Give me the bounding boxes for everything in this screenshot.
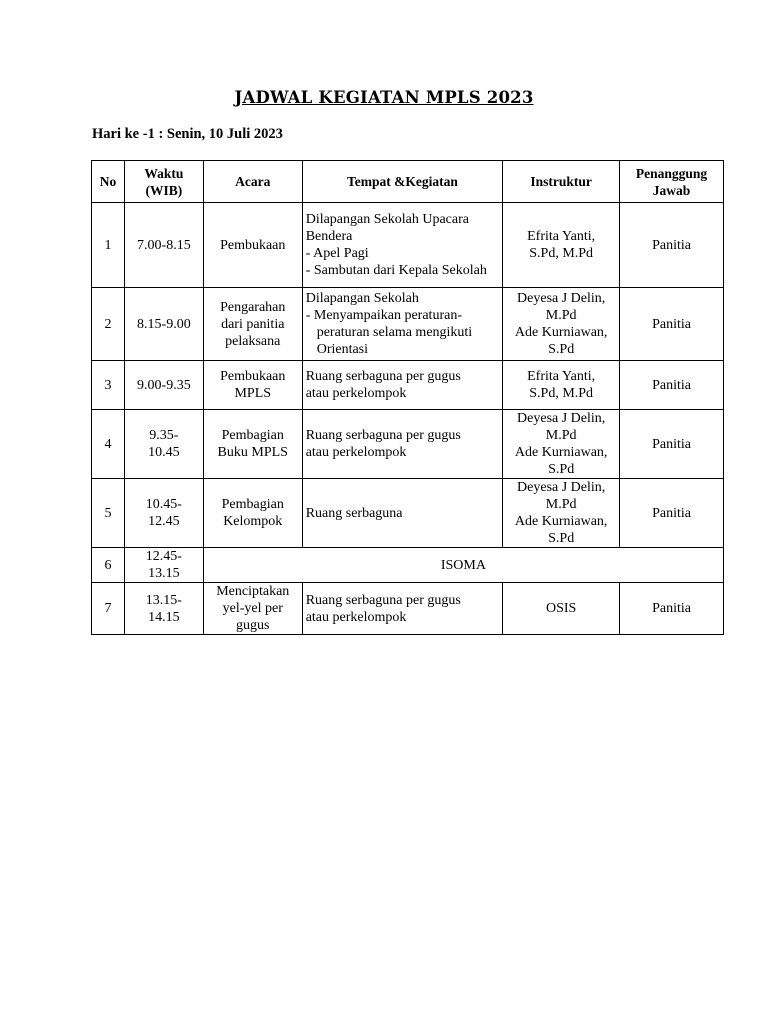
activity-list (306, 245, 500, 279)
cell-no: 2 (92, 288, 125, 361)
header-acara: Acara (203, 161, 302, 203)
page-title: JADWAL KEGIATAN MPLS 2023 (234, 88, 534, 107)
cell-tempat (302, 410, 503, 479)
cell-instruktur: Efrita Yanti, S.Pd, M.Pd (503, 203, 620, 288)
cell-acara: Pengarahan dari panitia pelaksana (203, 288, 302, 361)
table-row (92, 288, 724, 361)
day-subtitle: Hari ke -1 : Senin, 10 Juli 2023 (92, 126, 283, 142)
cell-instruktur: Deyesa J Delin, M.Pd Ade Kurniawan, S.Pd (503, 288, 620, 361)
activity-list (306, 307, 500, 358)
cell-penanggung-jawab: Panitia (620, 288, 724, 361)
cell-acara: Pembagian Buku MPLS (203, 410, 302, 479)
cell-acara: Pembukaan (203, 203, 302, 288)
schedule-body (92, 203, 724, 635)
activity-item: - Sambutan dari Kepala Sekolah (306, 262, 500, 279)
tempat-location: Dilapangan Sekolah (305, 291, 419, 306)
cell-no: 6 (92, 548, 125, 583)
cell-merged-break: ISOMA (203, 548, 723, 583)
cell-instruktur: Deyesa J Delin, M.Pd Ade Kurniawan, S.Pd (503, 479, 620, 548)
cell-penanggung-jawab: Panitia (620, 410, 724, 479)
table-row (92, 479, 724, 548)
table-row (92, 583, 724, 635)
cell-penanggung-jawab: Panitia (620, 361, 724, 410)
cell-tempat (302, 583, 503, 635)
header-waktu: Waktu (WIB) (124, 161, 203, 203)
header-instruktur: Instruktur (503, 161, 620, 203)
cell-instruktur: Efrita Yanti, S.Pd, M.Pd (503, 361, 620, 410)
cell-penanggung-jawab: Panitia (620, 203, 724, 288)
table-row (92, 361, 724, 410)
tempat-location: Ruang serbaguna per gugus atau perkelompok (305, 428, 461, 460)
table-row (92, 410, 724, 479)
cell-no: 4 (92, 410, 125, 479)
header-tempat: Tempat &Kegiatan (302, 161, 503, 203)
header-no: No (92, 161, 125, 203)
cell-tempat (302, 479, 503, 548)
cell-instruktur: Deyesa J Delin, M.Pd Ade Kurniawan, S.Pd (503, 410, 620, 479)
schedule-table (91, 160, 724, 635)
cell-acara: Pembagian Kelompok (203, 479, 302, 548)
tempat-location: Dilapangan Sekolah Upacara Bendera (305, 212, 469, 244)
cell-no: 7 (92, 583, 125, 635)
cell-acara: Pembukaan MPLS (203, 361, 302, 410)
cell-waktu: 8.15-9.00 (124, 288, 203, 361)
table-header-row (92, 161, 724, 203)
cell-no: 3 (92, 361, 125, 410)
cell-waktu: 9.00-9.35 (124, 361, 203, 410)
cell-penanggung-jawab: Panitia (620, 479, 724, 548)
activity-item: - Menyampaikan peraturan-peraturan selama mengikuti Orientasi (306, 307, 500, 358)
cell-tempat (302, 203, 503, 288)
cell-waktu: 9.35- 10.45 (124, 410, 203, 479)
table-row (92, 203, 724, 288)
tempat-location: Ruang serbaguna (305, 505, 403, 521)
table-row (92, 548, 724, 583)
cell-no: 5 (92, 479, 125, 548)
cell-penanggung-jawab: Panitia (620, 583, 724, 635)
header-penanggung-jawab: Penanggung Jawab (620, 161, 724, 203)
cell-acara: Menciptakan yel-yel per gugus (203, 583, 302, 635)
cell-waktu: 7.00-8.15 (124, 203, 203, 288)
cell-waktu: 12.45- 13.15 (124, 548, 203, 583)
cell-no: 1 (92, 203, 125, 288)
cell-waktu: 13.15- 14.15 (124, 583, 203, 635)
cell-waktu: 10.45- 12.45 (124, 479, 203, 548)
activity-item: - Apel Pagi (306, 245, 500, 262)
tempat-location: Ruang serbaguna per gugus atau perkelompok (305, 592, 461, 625)
cell-tempat (302, 361, 503, 410)
cell-instruktur: OSIS (503, 583, 620, 635)
cell-tempat (302, 288, 503, 361)
tempat-location: Ruang serbaguna per gugus atau perkelompok (305, 369, 461, 401)
